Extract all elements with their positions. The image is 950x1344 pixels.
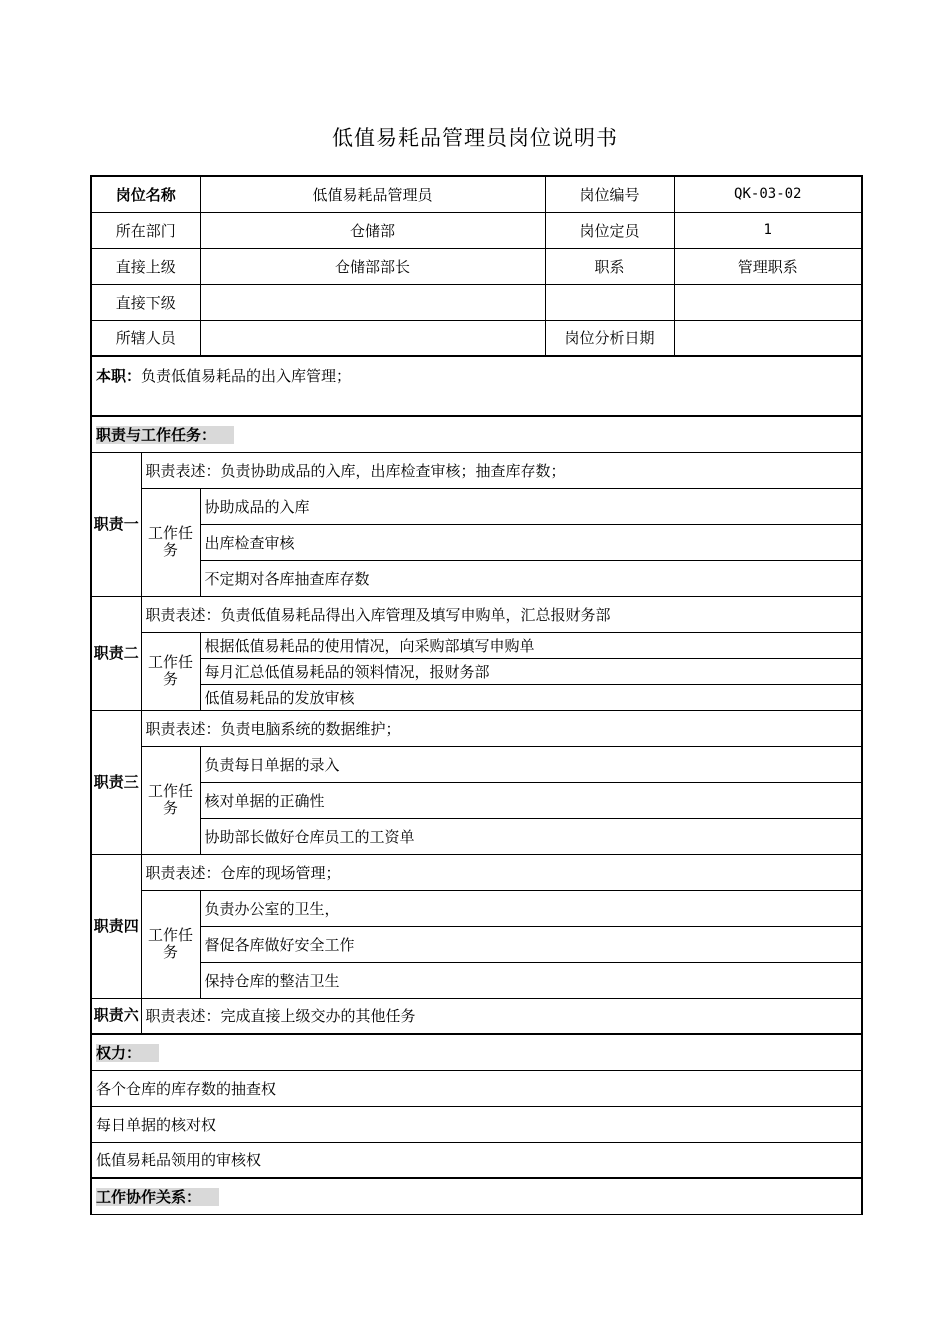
duty-2-task-3: 低值易耗品的发放审核 xyxy=(200,684,862,710)
info-row-3 xyxy=(91,248,862,284)
info-row-5 xyxy=(91,320,862,356)
department-value: 仓储部 xyxy=(200,212,545,248)
position-code-value: QK-03-02 xyxy=(674,176,862,212)
duty-1-task-label: 工作任务 xyxy=(141,488,200,596)
duty-3-label: 职责三 xyxy=(91,710,141,854)
info-row-1 xyxy=(91,176,862,212)
duty-2-task-2: 每月汇总低值易耗品的领料情况，报财务部 xyxy=(200,658,862,684)
duty-2-task-row xyxy=(91,658,862,684)
duty-1-task-3: 不定期对各库抽查库存数 xyxy=(200,560,862,596)
duty-4-task-3: 保持仓库的整洁卫生 xyxy=(200,962,862,998)
duties-section-row xyxy=(91,416,862,452)
relations-section-row xyxy=(91,1178,862,1214)
duty-6-row xyxy=(91,998,862,1034)
duties-section-title: 职责与工作任务： xyxy=(96,426,234,444)
authority-section-row xyxy=(91,1034,862,1070)
subordinate-value xyxy=(200,284,545,320)
position-code-label: 岗位编号 xyxy=(545,176,674,212)
duty-1-task-row xyxy=(91,488,862,524)
relations-section-header xyxy=(91,1178,862,1214)
authority-item-2: 每日单据的核对权 xyxy=(91,1106,862,1142)
department-label: 所在部门 xyxy=(91,212,200,248)
staff-value xyxy=(200,320,545,356)
duty-1-task-row xyxy=(91,560,862,596)
duty-6-desc: 职责表述：完成直接上级交办的其他任务 xyxy=(141,998,862,1034)
duty-2-label: 职责二 xyxy=(91,596,141,710)
duty-3-task-row xyxy=(91,746,862,782)
headcount-value: 1 xyxy=(674,212,862,248)
duty-1-label: 职责一 xyxy=(91,452,141,596)
core-duty-cell xyxy=(91,356,862,416)
job-family-value: 管理职系 xyxy=(674,248,862,284)
analysis-date-value xyxy=(674,320,862,356)
authority-item-1: 各个仓库的库存数的抽查权 xyxy=(91,1070,862,1106)
authority-row xyxy=(91,1070,862,1106)
empty-cell xyxy=(674,284,862,320)
duty-1-task-1: 协助成品的入库 xyxy=(200,488,862,524)
core-duty-label: 本职： xyxy=(96,367,142,385)
relations-section-title: 工作协作关系： xyxy=(96,1188,219,1206)
authority-row xyxy=(91,1106,862,1142)
duty-4-desc: 职责表述：仓库的现场管理； xyxy=(141,854,862,890)
duty-3-desc: 职责表述：负责电脑系统的数据维护； xyxy=(141,710,862,746)
duty-3-task-2: 核对单据的正确性 xyxy=(200,782,862,818)
duty-1-task-row xyxy=(91,524,862,560)
position-name-value: 低值易耗品管理员 xyxy=(200,176,545,212)
duty-6-label: 职责六 xyxy=(91,998,141,1034)
superior-label: 直接上级 xyxy=(91,248,200,284)
job-description-table xyxy=(90,175,861,1215)
info-row-4 xyxy=(91,284,862,320)
job-family-label: 职系 xyxy=(545,248,674,284)
duty-1-desc: 职责表述：负责协助成品的入库，出库检查审核；抽查库存数； xyxy=(141,452,862,488)
duty-4-task-row xyxy=(91,890,862,926)
duty-3-task-1: 负责每日单据的录入 xyxy=(200,746,862,782)
duty-4-task-row xyxy=(91,962,862,998)
info-row-2 xyxy=(91,212,862,248)
duty-2-task-1: 根据低值易耗品的使用情况，向采购部填写申购单 xyxy=(200,632,862,658)
duty-2-desc: 职责表述：负责低值易耗品得出入库管理及填写申购单，汇总报财务部 xyxy=(141,596,862,632)
empty-cell xyxy=(545,284,674,320)
duty-2-desc-row xyxy=(91,596,862,632)
duty-2-task-row xyxy=(91,632,862,658)
authority-item-3: 低值易耗品领用的审核权 xyxy=(91,1142,862,1178)
duty-2-task-label: 工作任务 xyxy=(141,632,200,710)
position-name-label: 岗位名称 xyxy=(91,176,200,212)
duty-3-task-row xyxy=(91,782,862,818)
duty-3-task-row xyxy=(91,818,862,854)
page-title: 低值易耗品管理员岗位说明书 xyxy=(332,126,618,150)
analysis-date-label: 岗位分析日期 xyxy=(545,320,674,356)
staff-label: 所辖人员 xyxy=(91,320,200,356)
duty-3-task-3: 协助部长做好仓库员工的工资单 xyxy=(200,818,862,854)
duty-2-task-row xyxy=(91,684,862,710)
duty-4-task-1: 负责办公室的卫生， xyxy=(200,890,862,926)
authority-section-title: 权力： xyxy=(96,1044,159,1062)
duty-3-task-label: 工作任务 xyxy=(141,746,200,854)
authority-row xyxy=(91,1142,862,1178)
superior-value: 仓储部部长 xyxy=(200,248,545,284)
subordinate-label: 直接下级 xyxy=(91,284,200,320)
duties-section-header xyxy=(91,416,862,452)
headcount-label: 岗位定员 xyxy=(545,212,674,248)
authority-section-header xyxy=(91,1034,862,1070)
core-duty-text: 负责低值易耗品的出入库管理； xyxy=(141,367,352,385)
duty-1-task-2: 出库检查审核 xyxy=(200,524,862,560)
duty-4-task-2: 督促各库做好安全工作 xyxy=(200,926,862,962)
duty-4-task-label: 工作任务 xyxy=(141,890,200,998)
duty-4-desc-row xyxy=(91,854,862,890)
duty-1-desc-row xyxy=(91,452,862,488)
duty-4-task-row xyxy=(91,926,862,962)
duty-4-label: 职责四 xyxy=(91,854,141,998)
duty-3-desc-row xyxy=(91,710,862,746)
core-duty-row xyxy=(91,356,862,416)
